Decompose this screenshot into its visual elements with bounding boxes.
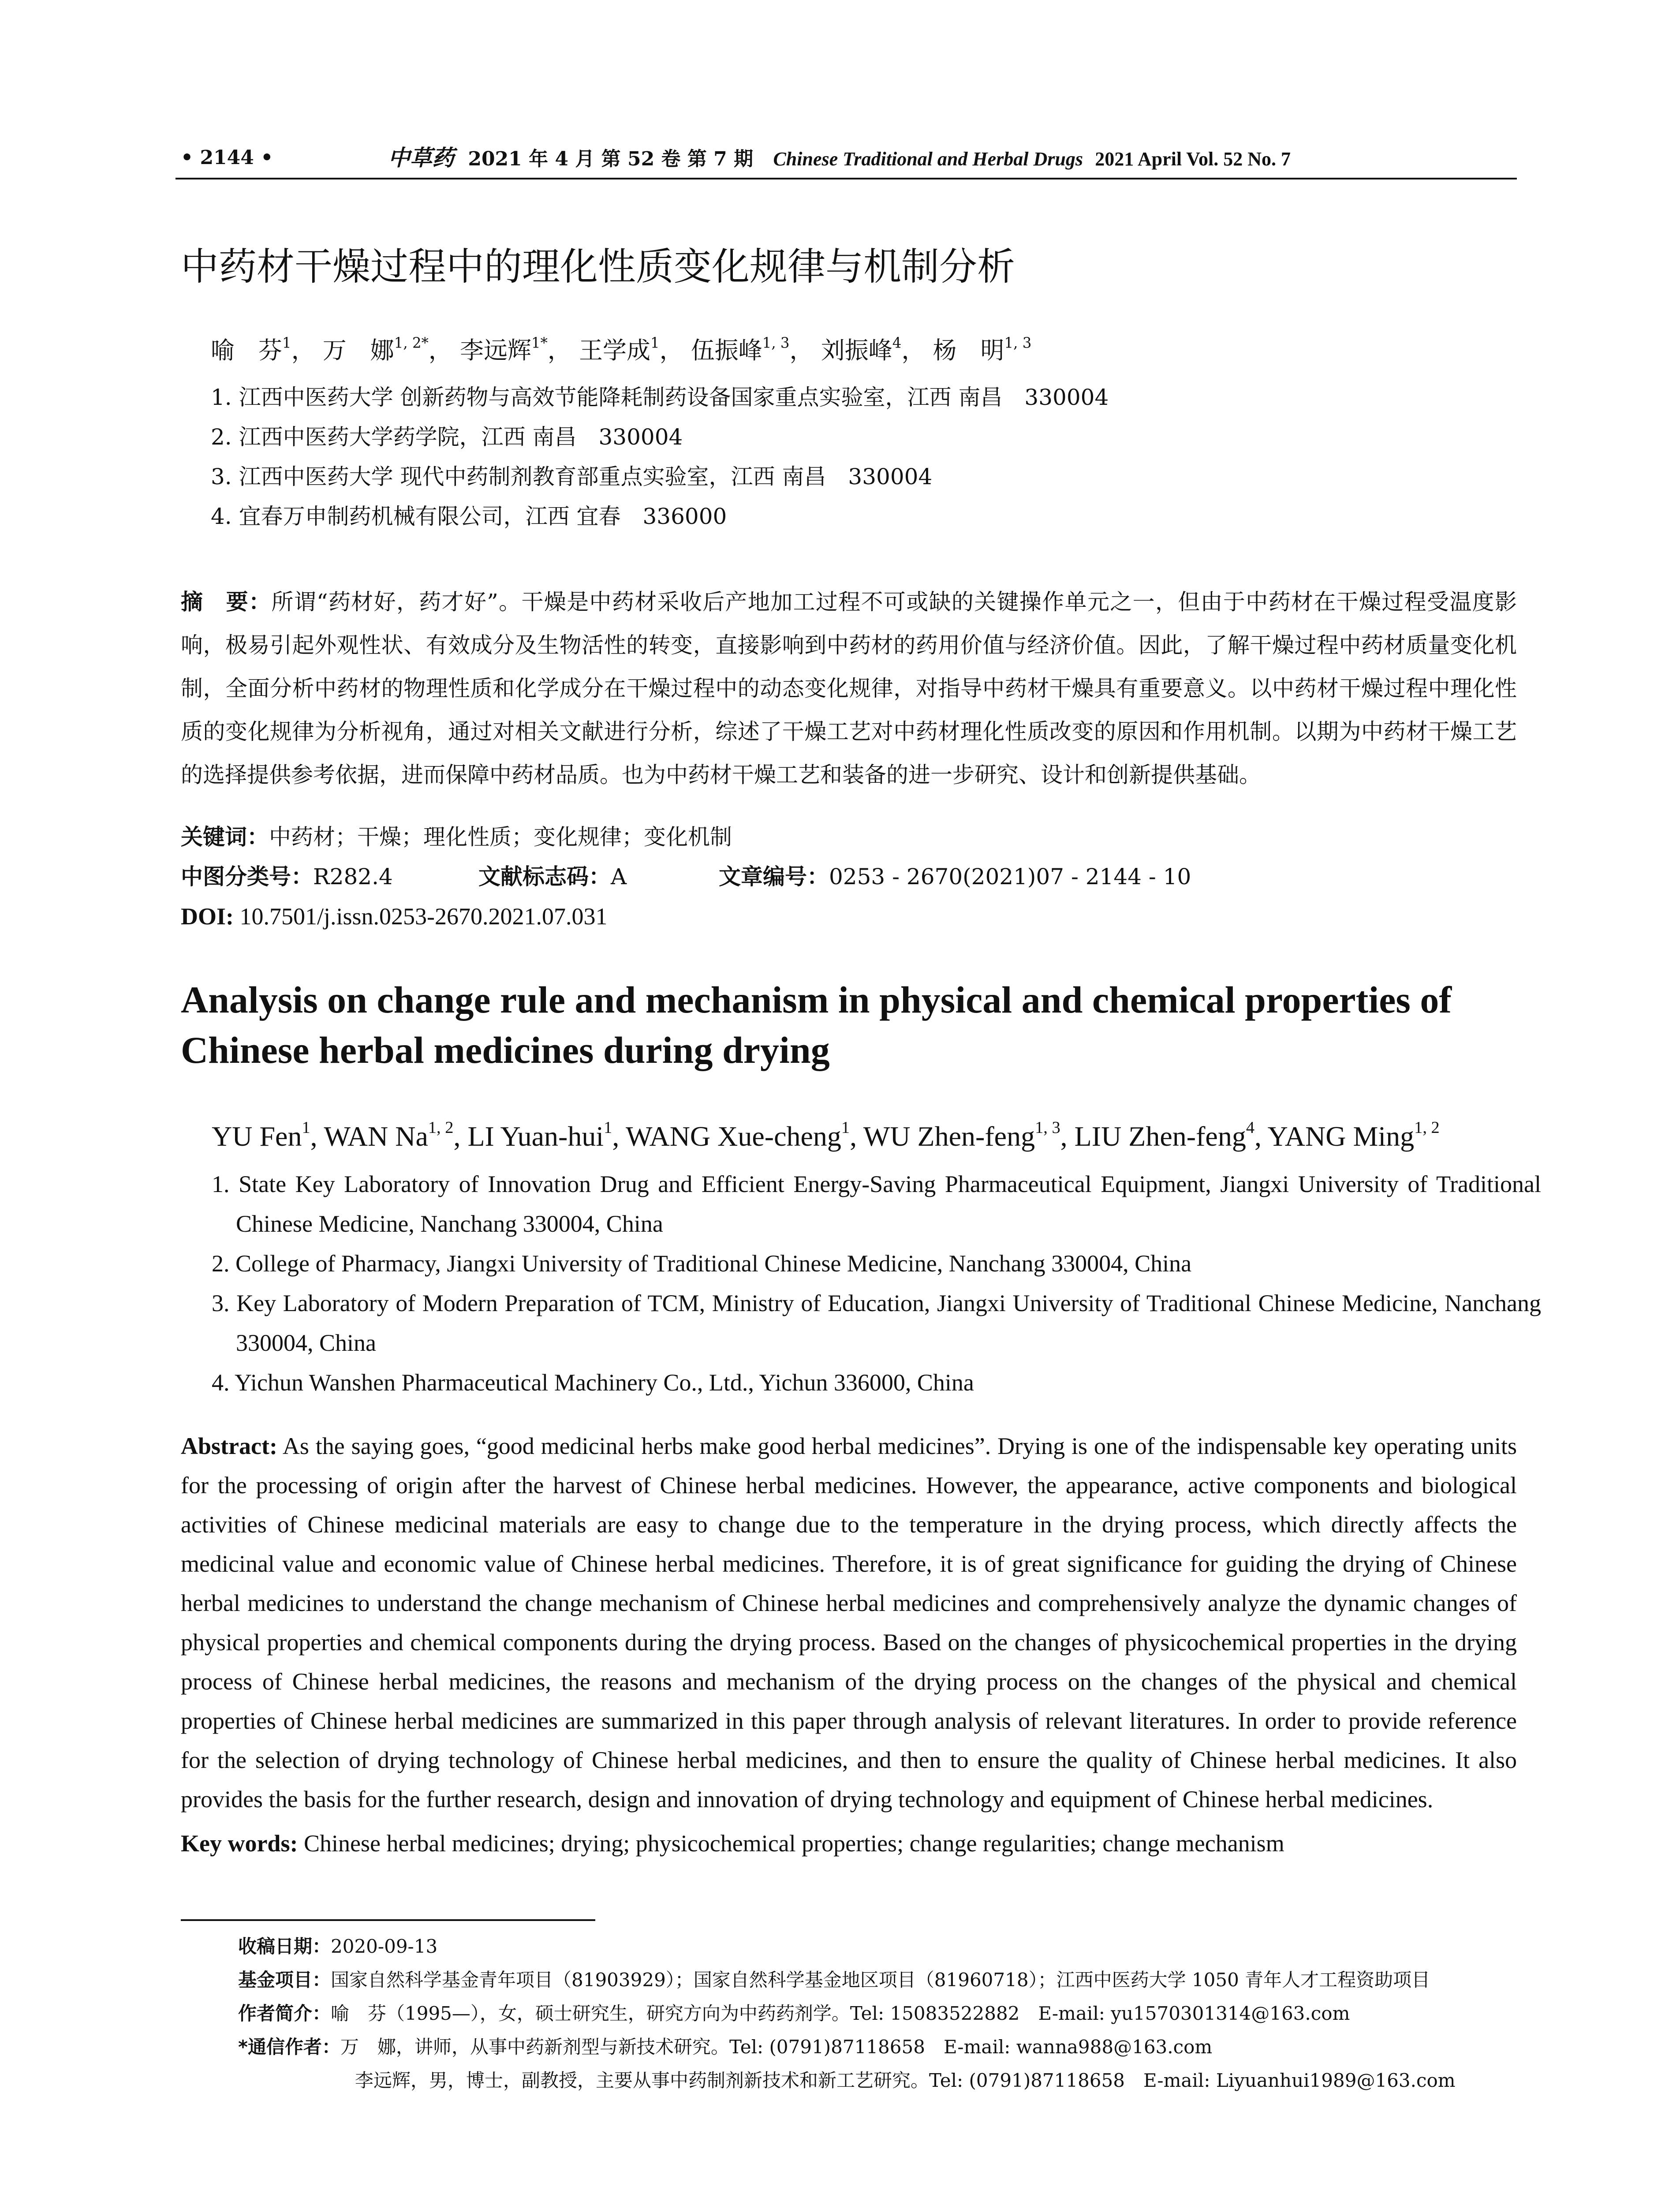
keywords-en: [181, 1826, 1517, 1861]
abstract-cn-label: 摘 要：: [181, 589, 272, 615]
author-en: WAN Na$^{1, 2}$,: [324, 1118, 468, 1152]
title-cn: 中药材干燥过程中的理化性质变化规律与机制分析: [181, 245, 1015, 289]
author-cn: 喻 芬$^1$，: [211, 334, 315, 364]
author-en: WANG Xue-cheng$^1$,: [626, 1118, 863, 1152]
issue-en: 2021 April Vol. 52 No. 7: [1095, 148, 1291, 170]
authors-cn: [211, 333, 1031, 368]
author-en: LI Yuan-hui$^1$,: [467, 1118, 626, 1152]
affiliation-cn: 2. 江西中医药大学药学院，江西 南昌 330004: [211, 424, 683, 450]
affiliation-en: 3. Key Laboratory of Modern Preparation of TCM, Ministry of Education, Jiangxi University of Traditional Chinese Medicine, Nanchang 330004, China: [212, 1290, 1541, 1356]
footnote-rule: [181, 1919, 595, 1921]
keywords-en-text: Chinese herbal medicines; drying; physicochemical properties; change regularities; change mechanism: [303, 1830, 1284, 1857]
keywords-cn: 关键词：中药材；干燥；理化性质；变化规律；变化机制: [181, 824, 732, 850]
abstract-en: [181, 1427, 1517, 1819]
author-en: LIU Zhen-feng$^4$,: [1074, 1118, 1268, 1152]
title-en: Analysis on change rule and mechanism in physical and chemical properties of Chinese herbal medicines during drying: [181, 979, 1452, 1071]
journal-name-en: Chinese Traditional and Herbal Drugs: [773, 148, 1083, 170]
author-cn: 伍振峰$^{1, 3}$，: [691, 334, 814, 364]
author-cn: 杨 明$^{1, 3}$: [933, 334, 1032, 364]
affiliation-en: 2. College of Pharmacy, Jiangxi University of Traditional Chinese Medicine, Nanchang 330004, China: [212, 1250, 1192, 1277]
doi: [181, 901, 608, 932]
journal-name-cn: 中草药: [388, 145, 454, 171]
doi-label: DOI:: [181, 903, 234, 930]
abstract-en-text: As the saying goes, “good medicinal herbs make good herbal medicines”. Drying is one of the indispensable key operating units for the processing of origin after the harvest of Chinese herbal medicines. However, the appearance, active components and biological activities of Chinese medicinal materials are easy to change due to the temperature in the drying process, which directly affects the medicinal value and economic value of Chinese herbal medicines. Therefore, it is of great significance for guiding the drying of Chinese herbal medicines to understand the change mechanism of Chinese herbal medicines and comprehensively analyze the dynamic changes of physical properties and chemical components during the drying process. Based on the changes of physicochemical properties in the drying process of Chinese herbal medicines, the reasons and mechanism of the drying process on the changes of the physical and chemical properties of Chinese herbal medicines are summarized in this paper through analysis of relevant literatures. In order to provide reference for the selection of drying technology of Chinese herbal medicines, and then to ensure the quality of Chinese herbal medicines. It also provides the basis for the further research, design and innovation of drying technology and equipment of Chinese herbal medicines.: [181, 1433, 1517, 1813]
author-cn: 李远辉$^{1*}$，: [459, 334, 571, 364]
footnote-corresponding: *通信作者：万 娜，讲师，从事中药新剂型与新技术研究。Tel: (0791)87118658 E-mail: wanna988@163.com: [238, 2036, 1213, 2058]
author-cn: 万 娜$^{1, 2*}$，: [322, 334, 452, 364]
affiliation-cn: 4. 宜春万申制药机械有限公司，江西 宜春 336000: [211, 504, 727, 529]
author-en: YANG Ming$^{1, 2}$: [1267, 1118, 1440, 1152]
footnote-corresponding-2: 李远辉，男，博士，副教授，主要从事中药制剂新技术和新工艺研究。Tel: (0791)87118658 E-mail: Liyuanhui1989@163.com: [355, 2070, 1456, 2091]
keywords-en-label: Key words:: [181, 1830, 298, 1857]
abstract-cn: [181, 580, 1517, 796]
authors-en: [212, 1118, 1440, 1155]
author-cn: 王学成$^1$，: [579, 334, 683, 364]
header-rule: [175, 178, 1517, 179]
page-number: • 2144 •: [181, 146, 273, 169]
author-en: WU Zhen-feng$^{1, 3}$,: [863, 1118, 1075, 1152]
footnote-fund: 基金项目：国家自然科学基金青年项目（81903929）；国家自然科学基金地区项目（81960718）；江西中医药大学 1050 青年人才工程资助项目: [238, 1969, 1430, 1991]
document-code: 文献标志码：A: [478, 864, 627, 889]
affiliation-en: 4. Yichun Wanshen Pharmaceutical Machinery Co., Ltd., Yichun 336000, China: [212, 1369, 974, 1396]
issue-cn: 2021 年 4 月 第 52 卷 第 7 期: [468, 148, 754, 170]
doi-link[interactable]: 10.7501/j.issn.0253-2670.2021.07.031: [239, 903, 608, 930]
journal-header: [388, 145, 1291, 172]
article-number: 文章编号：0253 - 2670(2021)07 - 2144 - 10: [719, 864, 1191, 889]
clc-number: 中图分类号：R282.4: [181, 864, 393, 889]
footnote-author-bio: 作者简介：喻 芬（1995—），女，硕士研究生，研究方向为中药药剂学。Tel: 15083522882 E-mail: yu1570301314@163.com: [238, 2003, 1350, 2024]
abstract-en-label: Abstract:: [181, 1433, 277, 1459]
affiliation-cn: 1. 江西中医药大学 创新药物与高效节能降耗制药设备国家重点实验室，江西 南昌 330004: [211, 385, 1109, 410]
footnote-received: 收稿日期：2020-09-13: [238, 1936, 438, 1957]
author-en: YU Fen$^1$,: [212, 1118, 324, 1152]
affiliation-en: 1. State Key Laboratory of Innovation Drug and Efficient Energy-Saving Pharmaceutical Equipment, Jiangxi University of Traditional Chinese Medicine, Nanchang 330004, China: [212, 1171, 1541, 1237]
abstract-cn-text: 所谓“药材好，药才好”。干燥是中药材采收后产地加工过程不可或缺的关键操作单元之一，但由于中药材在干燥过程受温度影响，极易引起外观性状、有效成分及生物活性的转变，直接影响到中药材的药用价值与经济价值。因此，了解干燥过程中药材质量变化机制，全面分析中药材的物理性质和化学成分在干燥过程中的动态变化规律，对指导中药材干燥具有重要意义。以中药材干燥过程中理化性质的变化规律为分析视角，通过对相关文献进行分析，综述了干燥工艺对中药材理化性质改变的原因和作用机制。以期为中药材干燥工艺的选择提供参考依据，进而保障中药材品质。也为中药材干燥工艺和装备的进一步研究、设计和创新提供基础。: [181, 589, 1517, 788]
affiliation-cn: 3. 江西中医药大学 现代中药制剂教育部重点实验室，江西 南昌 330004: [211, 464, 933, 490]
author-cn: 刘振峰$^4$，: [821, 334, 926, 364]
